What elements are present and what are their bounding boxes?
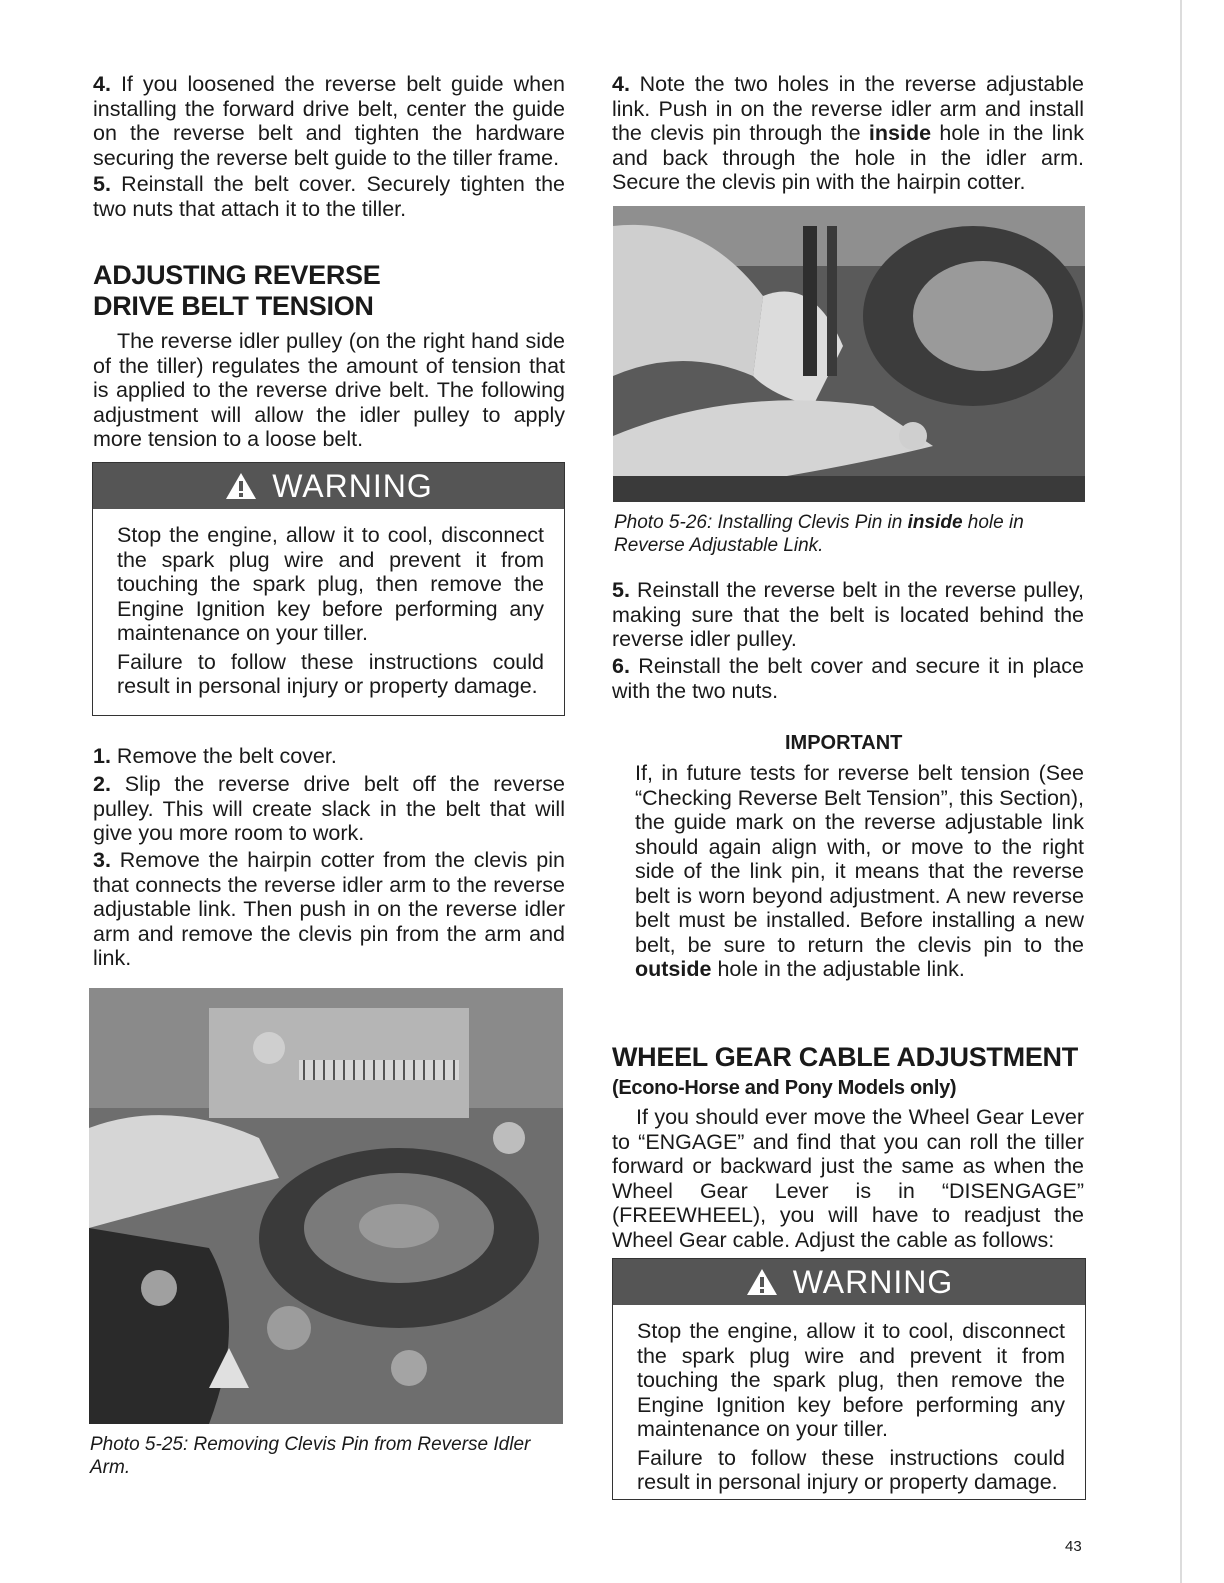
right-step-4 bbox=[612, 72, 1084, 195]
warning-text: Stop the engine, allow it to cool, disconnect the spark plug wire and prevent it from touching the spark plug, then remove the Engine Ignition key before performing any maintenance on your tiller. bbox=[637, 1319, 1065, 1441]
photo-5-25 bbox=[89, 988, 563, 1424]
important-body: hole in the adjustable link. bbox=[717, 957, 965, 981]
adjusting-intro: The reverse idler pulley (on the right hand side of the tiller) regulates the amount of tension that is applied to the reverse drive belt. The following adjustment will allow the idler pulley to apply more tension to a loose belt. bbox=[93, 329, 565, 451]
wheel-gear-title: WHEEL GEAR CABLE ADJUSTMENT bbox=[612, 1042, 1078, 1072]
warning-label: WARNING bbox=[792, 1263, 954, 1300]
important-emphasis: outside bbox=[635, 957, 712, 981]
warning-header bbox=[613, 1259, 1085, 1305]
step-text: Note the two holes in the reverse adjustable link. Push in on the reverse idler arm and install the clevis pin through the bbox=[612, 72, 1084, 145]
step-number: 2. bbox=[93, 772, 111, 796]
step-number: 5. bbox=[93, 172, 111, 196]
right-step-5 bbox=[612, 578, 1084, 652]
warning-text: Failure to follow these instructions could result in personal injury or property damage. bbox=[117, 649, 544, 698]
important-text bbox=[635, 761, 1084, 982]
important-body: If, in future tests for reverse belt tension (See “Checking Reverse Belt Tension”, this Section), the guide mark on the reverse adjustable link should again align with, or move to the right side of the link pin, it means that the reverse belt is worn beyond adjustment. A new reverse belt must be installed. Before installing a new belt, be sure to return the clevis pin to the bbox=[635, 761, 1084, 957]
caption-text: hole in Reverse Adjustable Link. bbox=[614, 512, 1024, 556]
warning-text: Failure to follow these instructions could result in personal injury or property damage. bbox=[637, 1445, 1065, 1494]
left-step-4 bbox=[93, 72, 565, 170]
step-text: Reinstall the reverse belt in the reverse pulley, making sure that the belt is located behind the reverse idler pulley. bbox=[612, 578, 1084, 651]
scan-edge bbox=[1180, 0, 1182, 1583]
warning-box-1 bbox=[92, 462, 565, 716]
step-number: 4. bbox=[93, 72, 111, 96]
step-number: 6. bbox=[612, 654, 630, 678]
step-number: 1. bbox=[93, 744, 111, 768]
caption-text: Photo 5-26: Installing Clevis Pin in bbox=[614, 512, 903, 533]
photo-5-25-caption: Photo 5-25: Removing Clevis Pin from Reverse Idler Arm. bbox=[90, 1434, 531, 1478]
photo-5-26-caption bbox=[614, 511, 1084, 557]
warning-body bbox=[93, 509, 564, 699]
warning-box-2 bbox=[612, 1258, 1086, 1500]
adjusting-title-line2: DRIVE BELT TENSION bbox=[93, 291, 374, 321]
warning-label: WARNING bbox=[272, 467, 433, 504]
step-number: 4. bbox=[612, 72, 630, 96]
important-title: IMPORTANT bbox=[785, 732, 903, 754]
photo-5-26 bbox=[613, 206, 1085, 502]
right-step-6 bbox=[612, 654, 1084, 703]
caption-emphasis: inside bbox=[907, 512, 963, 533]
left-step-2 bbox=[93, 772, 565, 846]
warning-triangle-icon bbox=[224, 471, 258, 501]
warning-body bbox=[613, 1305, 1085, 1495]
step-text: Reinstall the belt cover. Securely tighten the two nuts that attach it to the tiller. bbox=[93, 172, 565, 221]
step-text: Remove the belt cover. bbox=[116, 744, 337, 768]
step-text: Slip the reverse drive belt off the reverse pulley. This will create slack in the belt that will give you more room to work. bbox=[93, 772, 565, 845]
adjusting-title-line1: ADJUSTING REVERSE bbox=[93, 260, 381, 290]
step-text: Reinstall the belt cover and secure it in place with the two nuts. bbox=[612, 654, 1084, 703]
left-step-1 bbox=[93, 744, 565, 769]
warning-header bbox=[93, 463, 564, 509]
step-text: hole in the link and back through the hole in the idler arm. Secure the clevis pin with the hairpin cotter. bbox=[612, 121, 1085, 194]
page-number: 43 bbox=[1065, 1538, 1082, 1555]
warning-text: Stop the engine, allow it to cool, disconnect the spark plug wire and prevent it from touching the spark plug, then remove the Engine Ignition key before performing any maintenance on your tiller. bbox=[117, 523, 544, 645]
step-text: Remove the hairpin cotter from the clevis pin that connects the reverse idler arm to the reverse adjustable link. Then push in on the reverse idler arm and remove the clevis pin from the arm and link. bbox=[93, 848, 565, 970]
step-emphasis: inside bbox=[868, 121, 932, 145]
step-number: 5. bbox=[612, 578, 630, 602]
left-step-5 bbox=[93, 172, 565, 221]
wheel-gear-subtitle: (Econo-Horse and Pony Models only) bbox=[612, 1077, 957, 1099]
left-step-3 bbox=[93, 848, 565, 971]
step-text: If you loosened the reverse belt guide when installing the forward drive belt, center the guide on the reverse belt and tighten the hardware securing the reverse belt guide to the tiller frame. bbox=[93, 72, 565, 170]
step-number: 3. bbox=[93, 848, 111, 872]
warning-triangle-icon bbox=[745, 1267, 779, 1297]
wheel-gear-intro: If you should ever move the Wheel Gear Lever to “ENGAGE” and find that you can roll the tiller forward or backward just the same as when the Wheel Gear Lever is in “DISENGAGE” (FREEWHEEL), you will have to readjust the Wheel Gear cable. Adjust the cable as follows: bbox=[612, 1105, 1084, 1252]
